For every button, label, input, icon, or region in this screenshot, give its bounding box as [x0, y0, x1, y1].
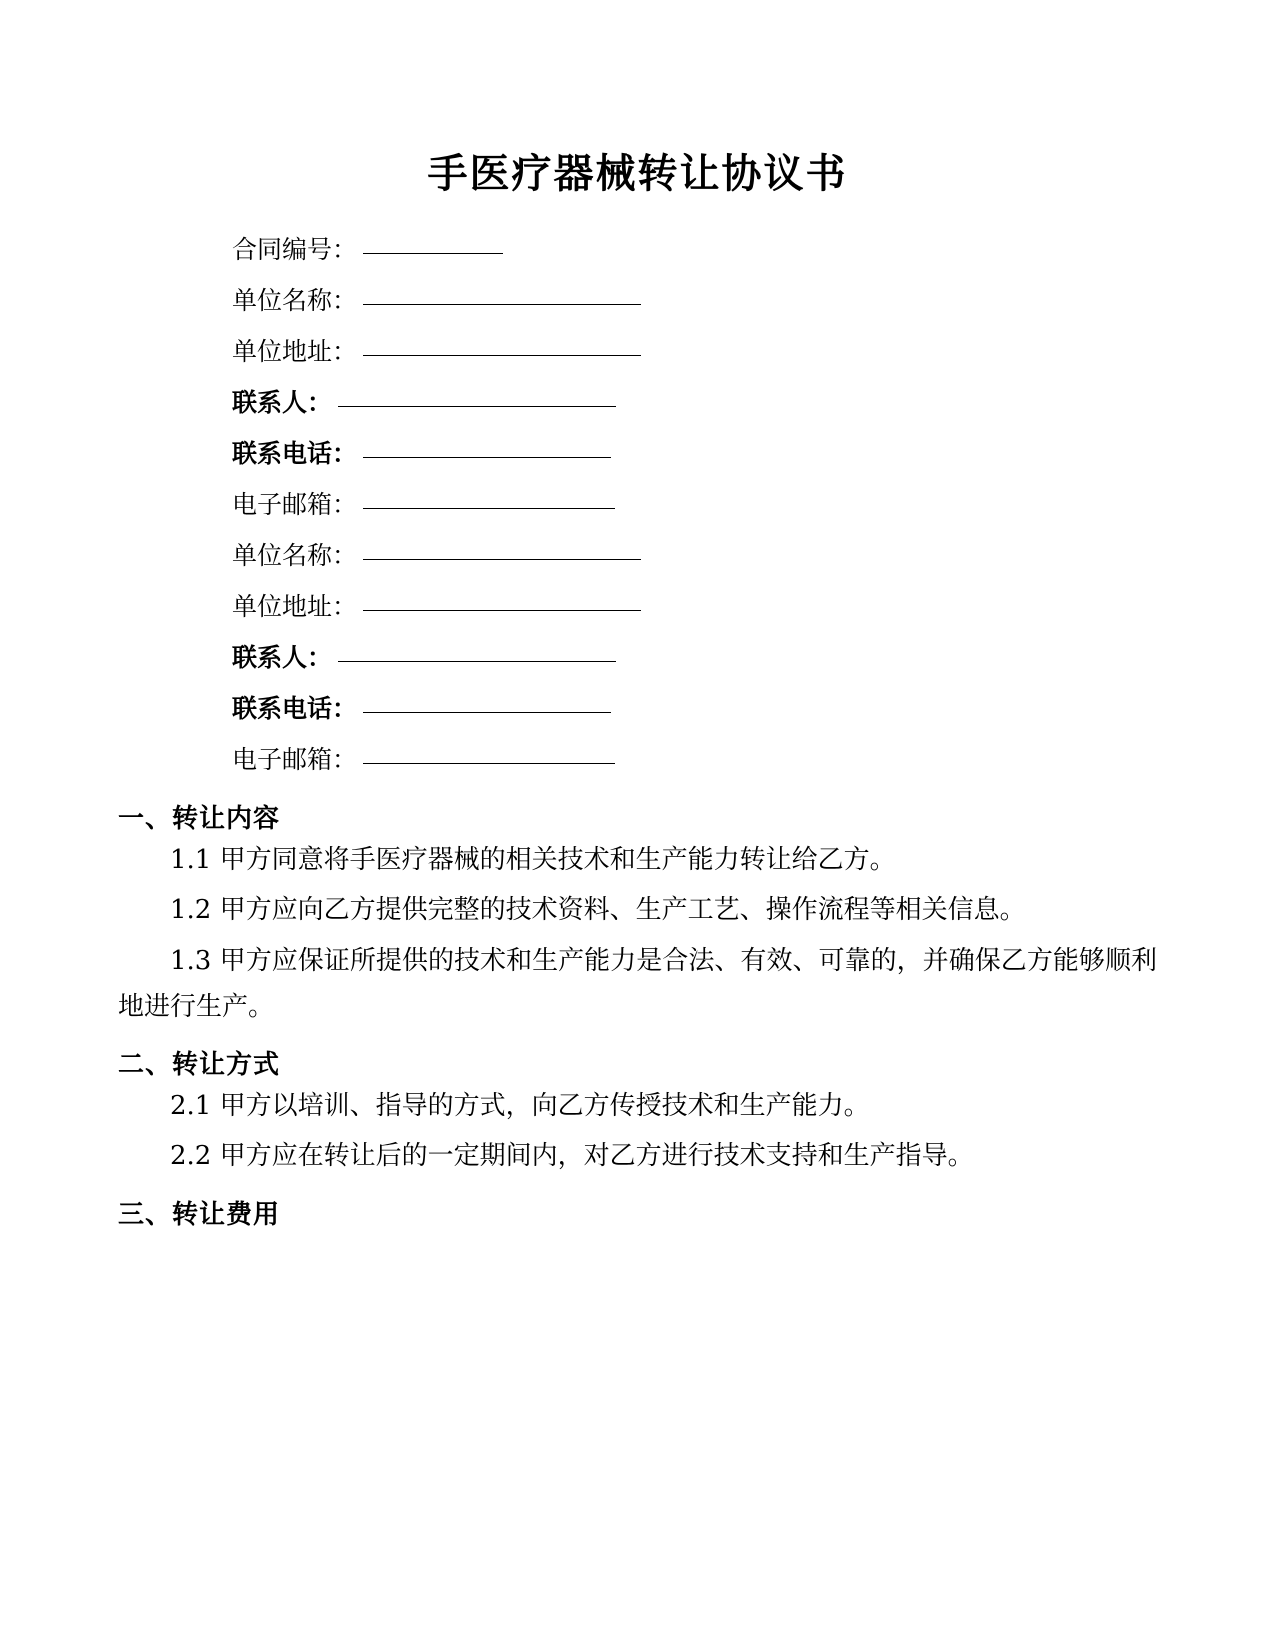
section-paragraph: 1.2 甲方应向乙方提供完整的技术资料、生产工艺、操作流程等相关信息。 — [170, 895, 1026, 926]
form-field-blank[interactable] — [363, 252, 503, 254]
form-field-row — [232, 288, 1275, 313]
form-field-blank[interactable] — [363, 558, 641, 560]
form-field-blank[interactable] — [338, 405, 616, 407]
form-field-label: 电子邮箱： — [232, 490, 358, 519]
form-field-label: 合同编号： — [232, 235, 358, 264]
section-heading: 二、转让方式 — [118, 1050, 281, 1081]
section-paragraph: 2.2 甲方应在转让后的一定期间内，对乙方进行技术支持和生产指导。 — [170, 1141, 974, 1172]
form-field-blank[interactable] — [363, 711, 611, 713]
form-field-label: 联系人： — [232, 388, 333, 417]
form-field-row — [232, 594, 1275, 619]
form-field-row — [232, 441, 1275, 466]
form-field-blank[interactable] — [363, 354, 641, 356]
form-field-row — [232, 696, 1275, 721]
form-field-blank[interactable] — [338, 660, 616, 662]
form-field-blank[interactable] — [363, 507, 615, 509]
form-field-row — [232, 339, 1275, 364]
form-field-label: 单位地址： — [232, 592, 358, 621]
section-heading: 三、转让费用 — [118, 1199, 281, 1230]
form-field-label: 单位地址： — [232, 337, 358, 366]
section-heading: 一、转让内容 — [118, 804, 281, 834]
form-field-label: 单位名称： — [232, 541, 358, 570]
form-field-blank[interactable] — [363, 303, 641, 305]
form-field-blank[interactable] — [363, 762, 615, 764]
section-paragraph: 1.3 甲方应保证所提供的技术和生产能力是合法、有效、可靠的，并确保乙方能够顺利地进行生产。 — [118, 945, 1157, 1022]
form-field-row — [232, 645, 1275, 670]
form-field-label: 联系人： — [232, 643, 333, 672]
form-field-row — [232, 543, 1275, 568]
document-body — [0, 798, 1275, 1231]
form-field-row — [232, 492, 1275, 517]
form-field-blank[interactable] — [363, 609, 641, 611]
form-field-blank[interactable] — [363, 456, 611, 458]
page-title: 手医疗器械转让协议书 — [427, 151, 848, 197]
form-field-label: 电子邮箱： — [232, 745, 358, 774]
section-paragraph: 2.1 甲方以培训、指导的方式，向乙方传授技术和生产能力。 — [170, 1091, 870, 1122]
form-field-row — [232, 390, 1275, 415]
form-field-label: 单位名称： — [232, 286, 358, 315]
form-field-label: 联系电话： — [232, 439, 358, 468]
party-info-fields — [0, 237, 1275, 772]
section-paragraph: 1.1 甲方同意将手医疗器械的相关技术和生产能力转让给乙方。 — [170, 845, 896, 875]
form-field-label: 联系电话： — [232, 694, 358, 723]
form-field-row — [232, 237, 1275, 262]
form-field-row — [232, 747, 1275, 772]
